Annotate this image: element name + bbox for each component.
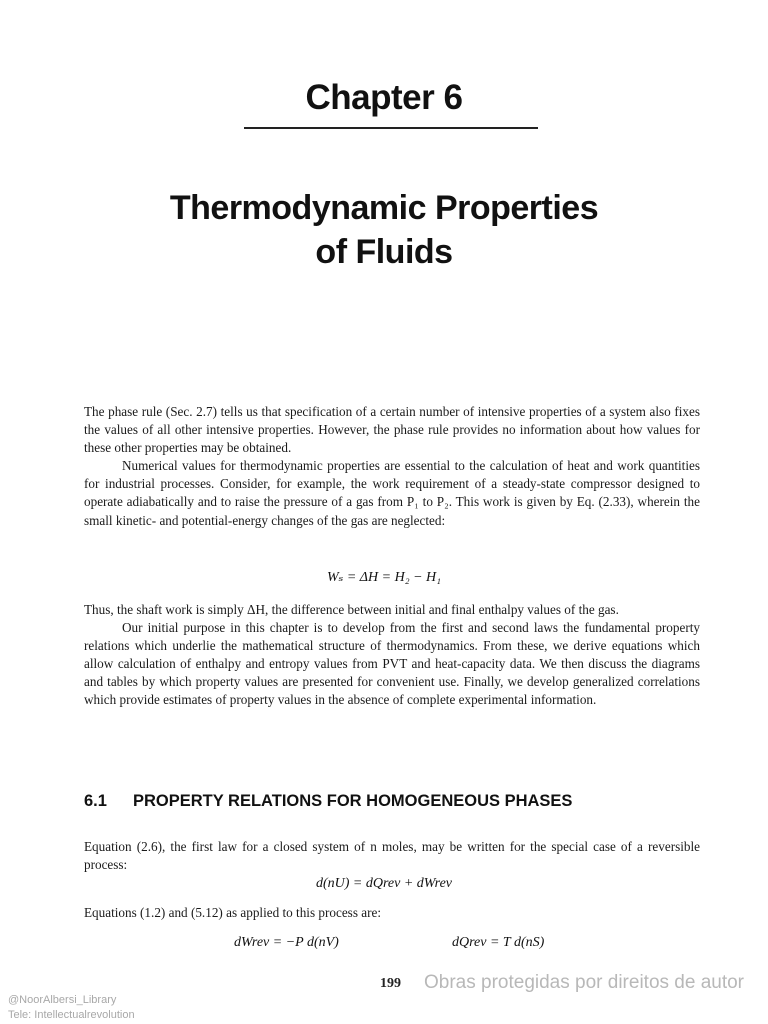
watermark-text: Obras protegidas por direitos de autor [424,972,745,993]
chapter-rule [244,127,538,129]
intro-paragraph-1: The phase rule (Sec. 2.7) tells us that specification of a certain number of intensive properties of a system also fixes the values of all other intensive properties. However, the phase rule provides no information about how values for these other properties may be obtained. [84,404,700,456]
section-paragraph-1: Equation (2.6), the first law for a closed system of n moles, may be written for the special case of a reversible process: [84,839,700,873]
chapter-title [0,186,768,274]
credit-line-2: Tele: Intellectualrevolution [8,1009,135,1021]
intro-paragraph-4: Our initial purpose in this chapter is to develop from the first and second laws the fundamental property relations which underlie the mathematical structure of thermodynamics. From these, we derive equations which allow calculation of enthalpy and entropy values from PVT and heat-capacity data. We then discuss the diagrams and tables by which property values are presented for convenient use. Finally, we develop generalized correlations which provide estimates of property values in the absence of complete experimental information. [84,620,700,708]
page-number: 199 [380,976,401,991]
section-paragraph-2: Equations (1.2) and (5.12) as applied to this process are: [84,905,382,920]
section-title: PROPERTY RELATIONS FOR HOMOGENEOUS PHASES [133,792,573,810]
heat-equation: dQrev = T d(nS) [452,935,545,950]
intro-paragraph-3: Thus, the shaft work is simply ΔH, the difference between initial and final enthalpy values of the gas. [84,602,619,617]
first-law-equation: d(nU) = dQrev + dWrev [315,876,453,891]
chapter-title-line-1: Thermodynamic Properties [169,189,599,227]
chapter-label: Chapter 6 [305,78,463,117]
work-equation: dWrev = −P d(nV) [234,935,339,950]
section-number: 6.1 [84,792,107,810]
chapter-title-line-2: of Fluids [315,233,453,271]
intro-paragraph-2: Numerical values for thermodynamic properties are essential to the calculation of heat and work quantities for industrial processes. Consider, for example, the work requirement of a steady-state compressor designed to operate adiabatically and to raise the pressure of a gas from P₁ to P₂. This work is given by Eq. (2.33), wherein the small kinetic- and potential-energy changes of the gas are neglected: [84,458,700,528]
credit-line-1: @NoorAlbersi_Library [8,994,117,1006]
section-heading [84,792,572,811]
intro-paragraphs-continued [84,601,700,710]
intro-paragraphs [84,403,700,530]
shaft-work-equation: Wₛ = ΔH = H₂ − H₁ [326,570,441,585]
